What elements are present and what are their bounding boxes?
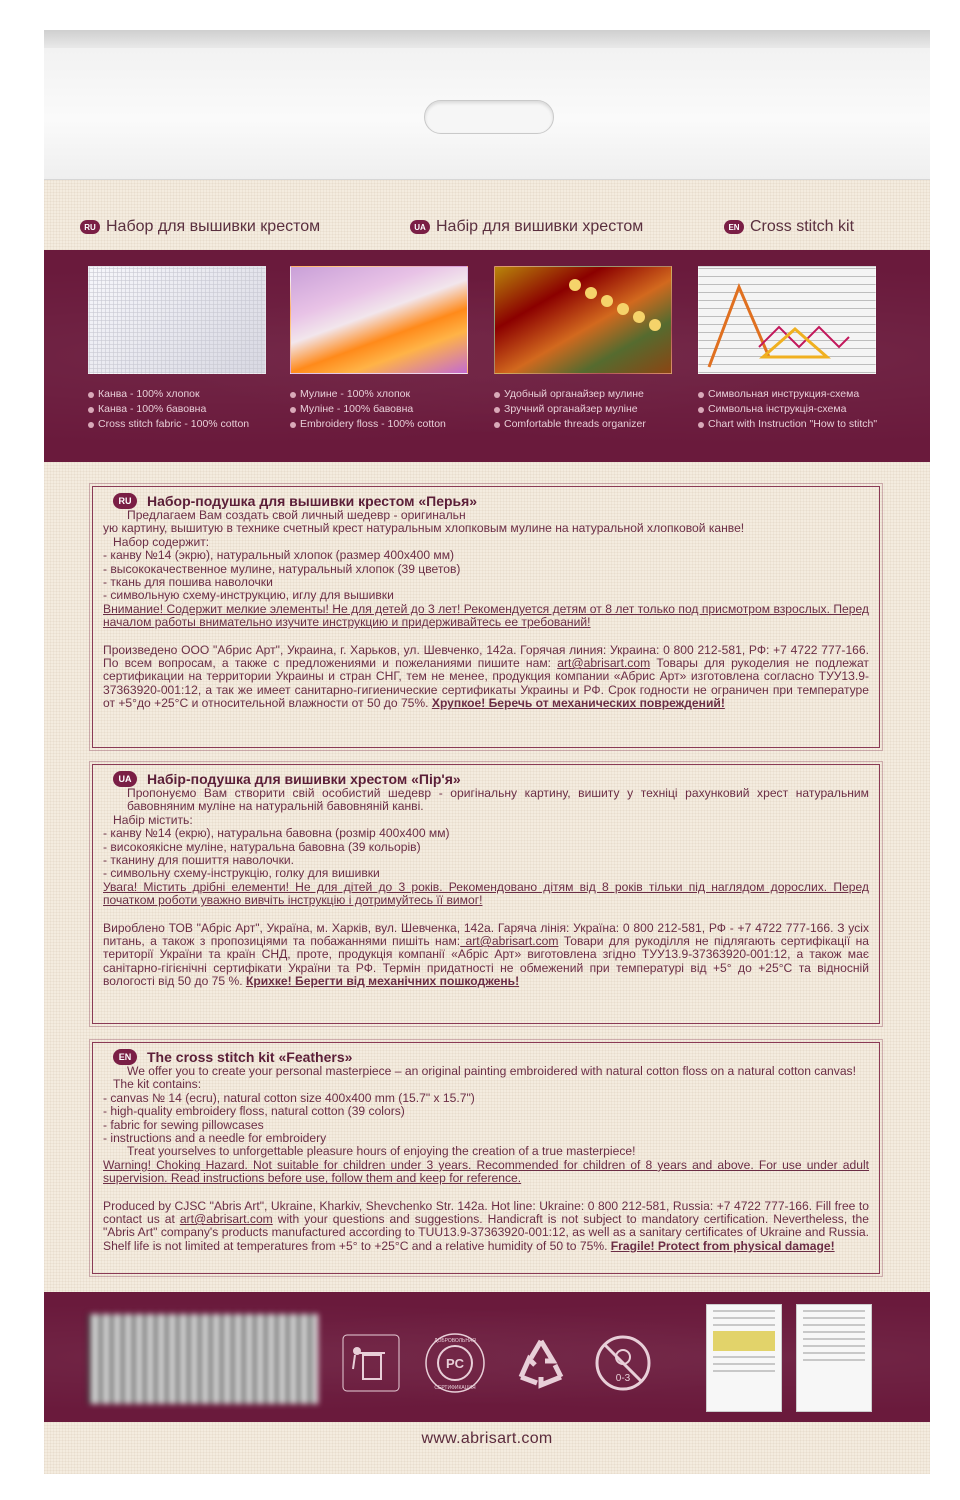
feature-item	[88, 387, 268, 402]
feature-text: Cross stitch fabric - 100% cotton	[98, 418, 250, 430]
description-en-title	[113, 1049, 869, 1065]
intro-text: ую картину, вышитую в технике счетный крест натуральным хлопковым мулине на натуральной хлопковой канве!	[103, 521, 745, 536]
producer-text: Товары для рукоделия не подлежат сертификации на территории Украины и стран СНГ, тем не менее, продукция компании «Абрис Арт» изготовлена согласно ТУУ13.9-37363920-001:12, а так же имеет санитарно-гигиенические сертификаты Украины и РФ. Срок годности не ограничен при температуре от +5°до +25°С и относительной влажности от 50 до 75%.	[103, 656, 869, 711]
email-link[interactable]: art@abrisart.com	[557, 656, 651, 671]
title-text: Набір-подушка для вишивки хрестом «Пір'я»	[147, 771, 461, 787]
producer-info	[103, 922, 869, 989]
trash-bin-icon	[340, 1332, 402, 1394]
bullet-icon	[494, 407, 500, 413]
feature-canvas	[88, 266, 268, 432]
feature-text: Chart with Instruction "How to stitch"	[708, 418, 878, 430]
feature-item	[494, 402, 674, 417]
description-ru	[92, 486, 880, 748]
doc-line	[713, 1363, 775, 1365]
contents-item: - символьную схему-инструкцию, иглу для вышивки	[103, 588, 394, 603]
producer-text: Produced by CJSC "Abris Art", Ukraine, Kharkiv, Shevchenko Str. 142a. Hot line: Ukraine: 0 800 212-581, Russia: +7 4722 777-166. Fill free to contact us at	[103, 1198, 869, 1227]
lang-badge-en: EN	[724, 220, 744, 234]
rst-certification-icon	[424, 1332, 486, 1394]
doc-line	[713, 1370, 775, 1372]
spacer	[103, 908, 869, 922]
feature-text: Муліне - 100% бавовна	[300, 403, 414, 415]
age-label: 0-3	[615, 1373, 631, 1384]
lang-badge-en: EN	[113, 1049, 137, 1065]
description-ru-title	[113, 493, 869, 509]
feature-item	[698, 387, 878, 402]
feature-text: Канва - 100% бавовна	[98, 403, 207, 415]
intro-text: Предлагаем Вам создать свой личный шедевр - оригинальн	[127, 508, 466, 522]
spacer	[103, 1186, 869, 1200]
feature-item	[494, 417, 674, 432]
contents-item: - canvas № 14 (ecru), natural cotton size 400x400 mm (15.7" x 15.7")	[103, 1090, 475, 1105]
rst-bottom-label: СЕРТИФИКАЦИЯ	[434, 1385, 476, 1391]
feature-item	[290, 387, 470, 402]
contents-item: - канву №14 (экрю), натуральный хлопок (размер 400х400 мм)	[103, 548, 455, 563]
contents-item: - тканину для пошиття наволочки.	[103, 853, 294, 868]
bullet-icon	[494, 422, 500, 428]
feature-text: Символьна інструкція-схема	[708, 403, 847, 415]
producer-text: Произведено ООО "Абрис Арт", Украина, г. Харьков, ул. Шевченко, 142а. Горячая линия: Украина: 0 800 212-581, РФ: +7 4722 777-166. По всем вопросам, а также с предложениями и пожеланиями пишите нам:	[103, 642, 869, 671]
feature-floss	[290, 266, 470, 432]
organizer-holes-icon	[495, 267, 673, 375]
feature-item	[88, 417, 268, 432]
doc-line	[803, 1338, 865, 1340]
producer-text: Товари для рукоділля не підлягають сертифікації на території України та країн СНД, проте, продукція компанії «Абріс Арт» виготовлена згідно ТУУ13.9-37363920-001:12, а також має санітарно-гігієнічні сертифікати України та РФ. Термін придатності не обмежений при температурі від +5° до +25°С та відносній вологості від 50 до 75 %.	[103, 934, 869, 989]
feature-item	[290, 402, 470, 417]
title-text: Набор-подушка для вышивки крестом «Перья»	[147, 493, 478, 509]
feature-canvas-list	[88, 387, 268, 432]
lang-badge-ua: UA	[410, 220, 430, 234]
contents-item: - символьну схему-інструкцію, голку для вишивки	[103, 866, 380, 881]
feature-item	[494, 387, 674, 402]
feature-text: Символьная инструкция-схема	[708, 388, 860, 400]
feature-chart	[698, 266, 878, 432]
fragile-warning: Крихке! Берегти від механічних пошкоджень!	[245, 974, 520, 989]
svg-text:PC: PC	[445, 1356, 465, 1371]
organizer-photo	[494, 266, 672, 374]
contains-label: The kit contains:	[113, 1077, 202, 1092]
package-back	[44, 30, 930, 1474]
description-en	[92, 1042, 880, 1274]
contents-item: - високоякісне муліне, натуральна бавовна (39 кольорів)	[103, 839, 421, 854]
recycle-icon	[510, 1332, 572, 1394]
hanger-tab	[44, 30, 930, 180]
feature-text: Comfortable threads organizer	[504, 418, 646, 430]
feature-chart-list	[698, 387, 878, 432]
email-link[interactable]: art@abrisart.com	[179, 1212, 273, 1227]
no-children-0-3-icon	[592, 1332, 654, 1394]
title-ua	[410, 218, 643, 236]
bullet-icon	[494, 392, 500, 398]
contains-label: Набор содержит:	[113, 534, 210, 549]
website-url[interactable]: www.abrisart.com	[421, 1430, 553, 1447]
certificate-document-rf	[796, 1304, 872, 1412]
contents-item: - ткань для пошива наволочки	[103, 575, 273, 590]
bullet-icon	[290, 422, 296, 428]
fragile-warning: Fragile! Protect from physical damage!	[610, 1238, 835, 1253]
treat-text: Treat yourselves to unforgettable pleasure hours of enjoying the creation of a true masterpiece!	[127, 1144, 636, 1159]
bullet-icon	[88, 422, 94, 428]
bullet-icon	[290, 392, 296, 398]
hanger-hole	[424, 100, 554, 134]
doc-line	[713, 1310, 775, 1312]
barcode	[88, 1314, 318, 1404]
floss-photo	[290, 266, 468, 374]
doc-line	[803, 1310, 865, 1312]
lang-badge-ru: RU	[80, 220, 100, 234]
fragile-warning: Хрупкое! Беречь от механических повреждений!	[431, 696, 725, 711]
warning-text: Внимание! Содержит мелкие элементы! Не для детей до 3 лет! Рекомендуется детям от 8 лет только под присмотром взрослых. Перед началом работы внимательно изучите инструкцию и придерживайтесь ее требований!	[103, 601, 869, 630]
bullet-icon	[698, 422, 704, 428]
canvas-photo	[88, 266, 266, 374]
feature-text: Удобный органайзер мулине	[504, 388, 644, 400]
email-link[interactable]: art@abrisart.com	[460, 934, 559, 949]
producer-info	[103, 1200, 869, 1254]
feature-organizer-list	[494, 387, 674, 432]
feature-item	[290, 417, 470, 432]
bullet-icon	[290, 407, 296, 413]
title-text: The cross stitch kit «Feathers»	[147, 1049, 353, 1065]
title-en	[724, 218, 854, 236]
kit-titles	[44, 218, 930, 244]
producer-info	[103, 644, 869, 711]
rst-top-label: ДОБРОВОЛЬНАЯ	[434, 1338, 476, 1344]
contents-item: - fabric for sewing pillowcases	[103, 1117, 264, 1132]
contents-item: - high-quality embroidery floss, natural cotton (39 colors)	[103, 1104, 405, 1119]
doc-stamp	[713, 1331, 775, 1351]
doc-line	[713, 1324, 775, 1326]
feature-organizer	[494, 266, 674, 432]
producer-text: Вироблено ТОВ "Абріс Арт", Україна, м. Харків, вул. Шевченка, 142а. Гаряча лінія: Україна: 0 800 212-581, РФ - +7 4722 777-166. З усіх питань, а також з пропозиціями та побажаннями пишіть нам:	[103, 920, 869, 949]
warning-text: Увага! Містить дрібні елементи! Не для дітей до 3 років. Рекомендовано дітям від 8 років тільки під наглядом дорослих. Перед початком роботи уважно вивчіть інструкцію і дотримуйтесь її вимог!	[103, 879, 869, 908]
title-ru-text: Набор для вышивки крестом	[106, 218, 321, 235]
producer-text: with your questions and suggestions. Handicraft is not subject to mandatory certification. Nevertheless, the "Abris Art" company's products manufactured according to TUU13.9-37363920-001:12, as well as a sanitary certificates of Ukraine and Russia. Shelf life is not limited at temperatures from +5° to +25°C and a relative humidity of 50 to 75%.	[103, 1212, 869, 1253]
doc-line	[803, 1331, 865, 1333]
bullet-icon	[88, 407, 94, 413]
spacer	[103, 630, 869, 644]
doc-line	[803, 1324, 865, 1326]
feature-floss-list	[290, 387, 470, 432]
doc-line	[803, 1317, 865, 1319]
feature-text: Embroidery floss - 100% cotton	[300, 418, 446, 430]
doc-line	[803, 1359, 865, 1361]
title-en-text: Cross stitch kit	[750, 218, 855, 235]
feature-item	[88, 402, 268, 417]
bullet-icon	[698, 407, 704, 413]
intro-text: Пропонуємо Вам створити свій особистий шедевр - оригінальну картину, вишиту у техніці рахунковий хрест натуральним бавовняним муліне на натуральній бавовняній канві.	[127, 786, 869, 814]
bullet-icon	[88, 392, 94, 398]
doc-line	[713, 1317, 775, 1319]
description-ua-title	[113, 771, 869, 787]
contents-item: - instructions and a needle for embroidery	[103, 1131, 327, 1146]
title-ua-text: Набір для вишивки хрестом	[436, 218, 644, 235]
lang-badge-ru: RU	[113, 493, 137, 509]
intro-text: We offer you to create your personal masterpiece – an original painting embroidered with natural cotton floss on a natural cotton canvas!	[127, 1064, 856, 1078]
title-ru	[80, 218, 320, 236]
feature-item	[698, 417, 878, 432]
lang-badge-ua: UA	[113, 771, 137, 787]
contents-item: - высококачественное мулине, натуральный хлопок (39 цветов)	[103, 561, 461, 576]
stitch-chart-icon	[699, 267, 877, 375]
doc-line	[803, 1352, 865, 1354]
doc-line	[713, 1356, 775, 1358]
hanger-strip	[44, 30, 930, 48]
features-band	[44, 250, 930, 462]
feature-text: Зручний органайзер муліне	[504, 403, 638, 415]
contains-label: Набір містить:	[113, 812, 193, 827]
feature-text: Мулине - 100% хлопок	[300, 388, 411, 400]
warning-text: Warning! Choking Hazard. Not suitable for children under 3 years. Recommended for children of 8 years and above. For use under adult supervision. Read instructions before use, follow them and keep for reference.	[103, 1157, 869, 1186]
contents-item: - канву №14 (екрю), натуральна бавовна (розмір 400х400 мм)	[103, 826, 450, 841]
doc-line	[803, 1345, 865, 1347]
feature-text: Канва - 100% хлопок	[98, 388, 200, 400]
feature-item	[698, 402, 878, 417]
certificate-document-ua	[706, 1304, 782, 1412]
description-ua	[92, 764, 880, 1024]
bullet-icon	[698, 392, 704, 398]
certification-band	[44, 1292, 930, 1422]
chart-photo	[698, 266, 876, 374]
